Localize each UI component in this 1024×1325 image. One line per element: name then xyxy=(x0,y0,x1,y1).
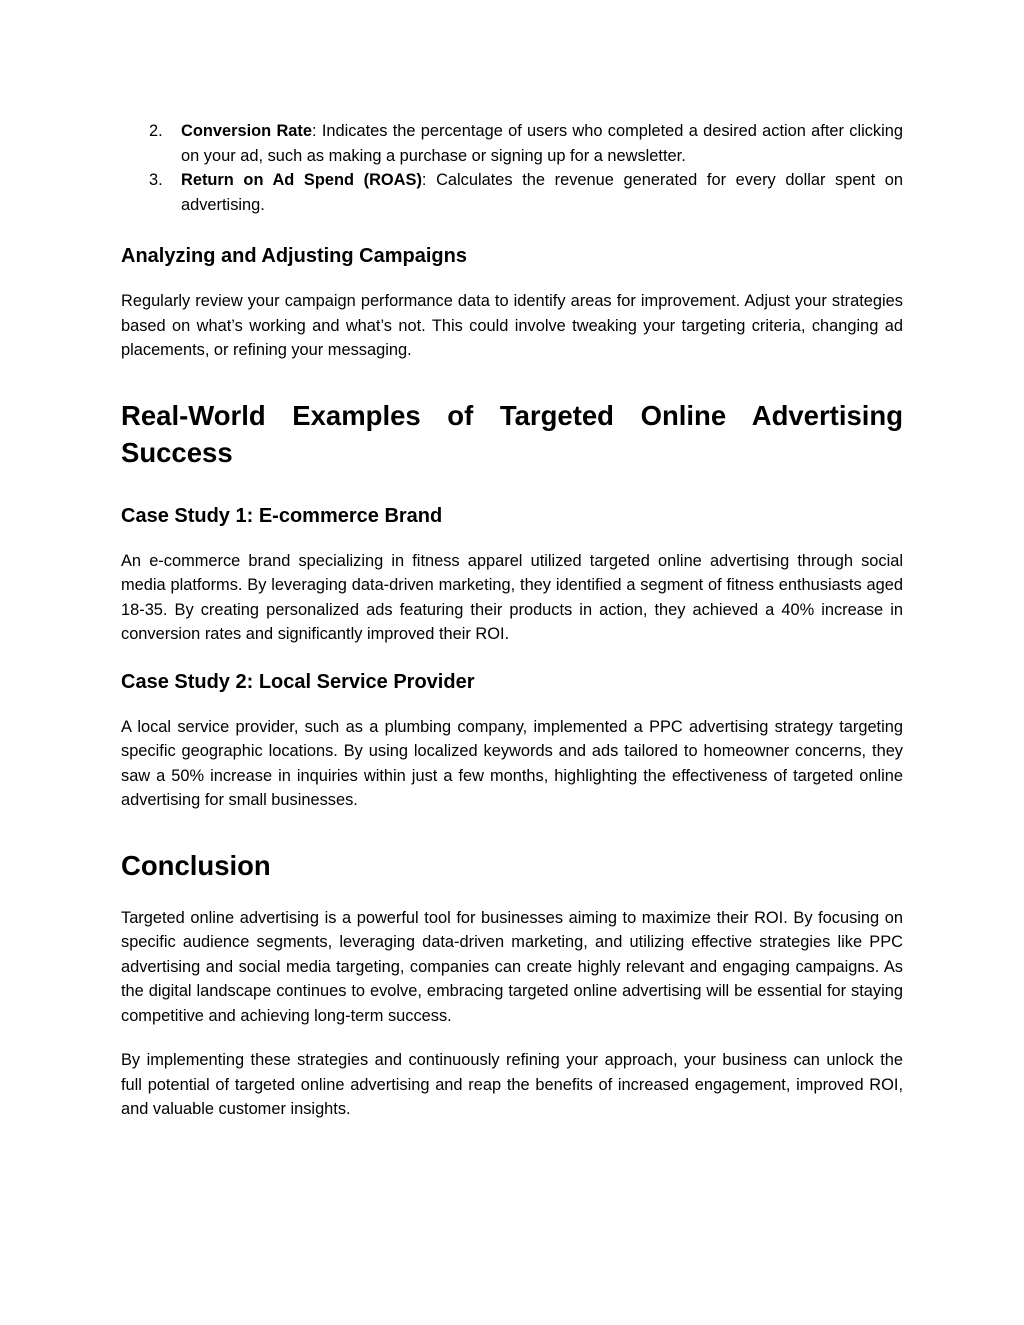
list-item xyxy=(121,168,903,217)
paragraph-case-study-2: A local service provider, such as a plumbing company, implemented a PPC advertising strategy targeting specific geographic locations. By using localized keywords and ads tailored to homeowner concerns, they saw a 50% increase in inquiries within just a few months, highlighting the effectiveness of targeted online advertising for small businesses. xyxy=(121,717,903,809)
list-term: Return on Ad Spend (ROAS) xyxy=(181,171,422,189)
heading-examples: Real-World Examples of Targeted Online Advertising Success xyxy=(121,399,903,468)
list-number: 2. xyxy=(149,122,163,140)
paragraph-conclusion-1: Targeted online advertising is a powerful tool for businesses aiming to maximize their ROI. By focusing on specific audience segments, leveraging data-driven marketing, and utilizing effective strategies like PPC advertising and social media targeting, companies can create highly relevant and engaging campaigns. As the digital landscape continues to evolve, embracing targeted online advertising will be essential for staying competitive and achieving long-term success. xyxy=(121,908,903,1025)
heading-analyzing: Analyzing and Adjusting Campaigns xyxy=(121,245,467,267)
paragraph-conclusion-2: By implementing these strategies and continuously refining your approach, your business can unlock the full potential of targeted online advertising and reap the benefits of increased engagement, improved ROI, and valuable customer insights. xyxy=(121,1051,903,1118)
heading-case-study-1: Case Study 1: E-commerce Brand xyxy=(121,504,443,527)
list-text: : Indicates the percentage of users who completed a desired action after clicking on your ad, such as making a purchase or signing up for a newsletter. xyxy=(181,122,903,165)
list-term: Conversion Rate xyxy=(181,122,312,140)
metrics-list xyxy=(121,119,903,217)
list-text: : Calculates the revenue generated for every dollar spent on advertising. xyxy=(181,171,903,214)
heading-case-study-2: Case Study 2: Local Service Provider xyxy=(121,670,475,693)
heading-conclusion: Conclusion xyxy=(121,849,271,881)
list-item xyxy=(121,119,903,168)
list-number: 3. xyxy=(149,171,163,189)
document-page xyxy=(121,119,903,1122)
paragraph-analyzing: Regularly review your campaign performance data to identify areas for improvement. Adjust your strategies based on what’s working and what’s not. This could involve tweaking your targeting criteria, changing ad placements, or refining your messaging. xyxy=(121,292,903,359)
paragraph-case-study-1: An e-commerce brand specializing in fitness apparel utilized targeted online advertising through social media platforms. By leveraging data-driven marketing, they identified a segment of fitness enthusiasts aged 18-35. By creating personalized ads featuring their products in action, they achieved a 40% increase in conversion rates and significantly improved their ROI. xyxy=(121,551,903,643)
